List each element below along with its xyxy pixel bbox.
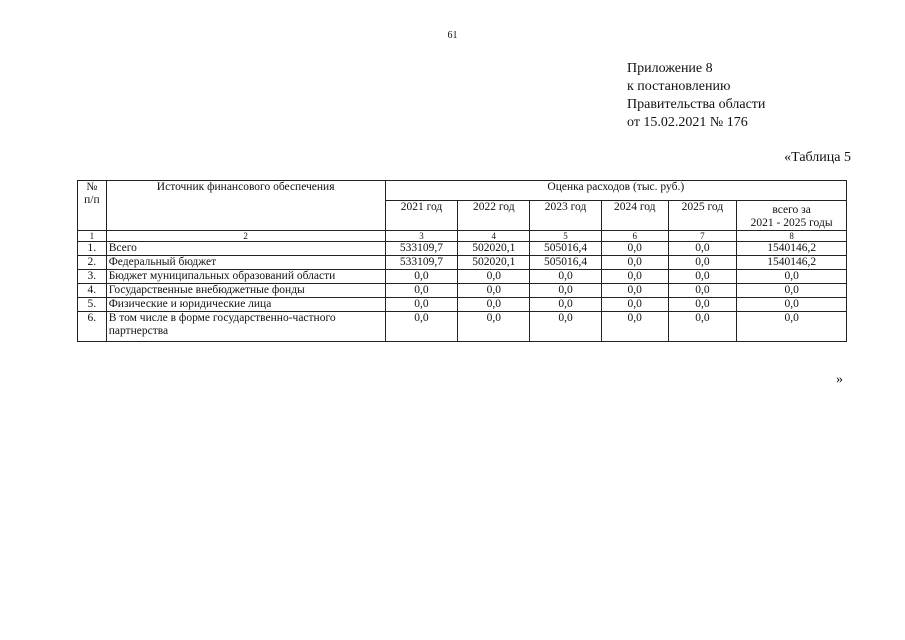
value-2023: 0,0 [530, 298, 602, 312]
table-row [78, 270, 847, 284]
row-number: 4. [78, 284, 107, 298]
value-2024: 0,0 [601, 298, 668, 312]
col-number: 7 [668, 231, 737, 242]
value-total: 0,0 [737, 298, 847, 312]
table-label: «Таблица 5 [784, 150, 851, 165]
table-row [78, 256, 847, 270]
value-2021: 0,0 [385, 284, 458, 298]
value-2021: 533109,7 [385, 256, 458, 270]
value-2022: 502020,1 [458, 256, 530, 270]
header-year-2022: 2022 год [458, 201, 530, 231]
row-source: Федеральный бюджет [106, 256, 385, 270]
value-2023: 0,0 [530, 284, 602, 298]
value-total: 0,0 [737, 312, 847, 342]
value-total: 0,0 [737, 270, 847, 284]
page-number: 61 [447, 30, 458, 41]
col-number: 3 [385, 231, 458, 242]
header-source: Источник финансового обеспечения [106, 181, 385, 231]
value-2023: 505016,4 [530, 256, 602, 270]
col-number: 5 [530, 231, 602, 242]
value-2022: 0,0 [458, 312, 530, 342]
col-number: 6 [601, 231, 668, 242]
row-source: Физические и юридические лица [106, 298, 385, 312]
row-source: В том числе в форме государственно-частного партнерства [106, 312, 385, 342]
value-2021: 0,0 [385, 312, 458, 342]
value-2024: 0,0 [601, 270, 668, 284]
row-number: 2. [78, 256, 107, 270]
value-2021: 0,0 [385, 270, 458, 284]
col-number: 4 [458, 231, 530, 242]
closing-quote: » [836, 372, 843, 387]
annex-line-2: к постановлению [627, 79, 731, 94]
header-year-2025: 2025 год [668, 201, 737, 231]
row-number: 6. [78, 312, 107, 342]
col-number: 8 [737, 231, 847, 242]
value-2023: 505016,4 [530, 242, 602, 256]
value-2025: 0,0 [668, 256, 737, 270]
header-estimate: Оценка расходов (тыс. руб.) [385, 181, 846, 201]
table-row [78, 242, 847, 256]
value-2023: 0,0 [530, 270, 602, 284]
col-number: 1 [78, 231, 107, 242]
value-total: 0,0 [737, 284, 847, 298]
annex-line-1: Приложение 8 [627, 61, 713, 76]
value-2024: 0,0 [601, 242, 668, 256]
table-row [78, 298, 847, 312]
annex-block [627, 60, 765, 132]
row-number: 3. [78, 270, 107, 284]
value-2022: 0,0 [458, 284, 530, 298]
annex-line-3: Правительства области [627, 97, 766, 112]
value-2021: 0,0 [385, 298, 458, 312]
header-year-2023: 2023 год [530, 201, 602, 231]
header-num: № п/п [78, 181, 107, 231]
value-2025: 0,0 [668, 242, 737, 256]
table-row [78, 284, 847, 298]
value-2025: 0,0 [668, 270, 737, 284]
value-2022: 0,0 [458, 270, 530, 284]
row-source: Бюджет муниципальных образований области [106, 270, 385, 284]
value-2024: 0,0 [601, 284, 668, 298]
header-year-2024: 2024 год [601, 201, 668, 231]
finance-table [77, 180, 847, 342]
value-2021: 533109,7 [385, 242, 458, 256]
value-2024: 0,0 [601, 312, 668, 342]
value-total: 1540146,2 [737, 242, 847, 256]
value-2023: 0,0 [530, 312, 602, 342]
value-2022: 502020,1 [458, 242, 530, 256]
row-number: 1. [78, 242, 107, 256]
header-year-2021: 2021 год [385, 201, 458, 231]
row-source: Государственные внебюджетные фонды [106, 284, 385, 298]
value-2024: 0,0 [601, 256, 668, 270]
row-number: 5. [78, 298, 107, 312]
table-row [78, 312, 847, 342]
value-2022: 0,0 [458, 298, 530, 312]
value-2025: 0,0 [668, 284, 737, 298]
value-2025: 0,0 [668, 312, 737, 342]
header-total: всего за 2021 - 2025 годы [737, 201, 847, 231]
col-number: 2 [106, 231, 385, 242]
value-2025: 0,0 [668, 298, 737, 312]
annex-line-4: от 15.02.2021 № 176 [627, 115, 748, 130]
row-source: Всего [106, 242, 385, 256]
value-total: 1540146,2 [737, 256, 847, 270]
